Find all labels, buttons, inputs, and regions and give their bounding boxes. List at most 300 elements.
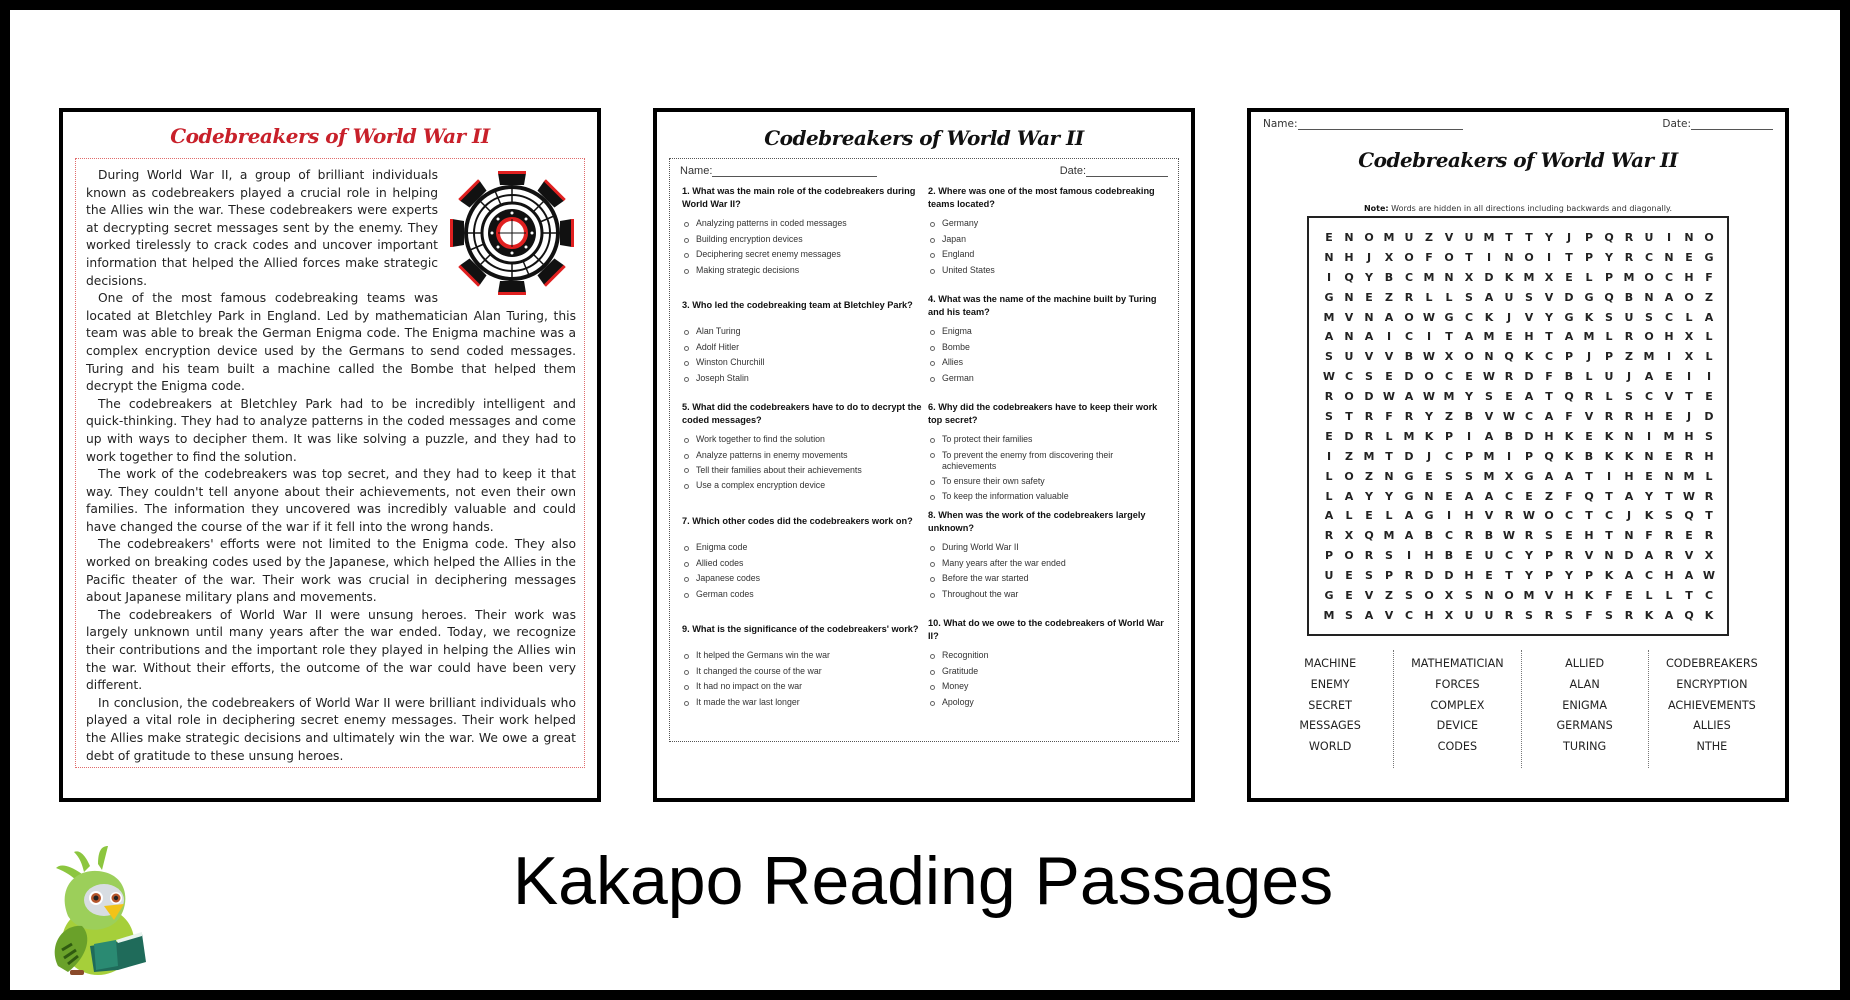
- answer-option[interactable]: Gratitude: [928, 664, 1168, 680]
- grid-letter[interactable]: H: [1524, 330, 1534, 344]
- grid-letter[interactable]: N: [1624, 429, 1634, 443]
- grid-letter[interactable]: R: [1404, 290, 1414, 304]
- grid-letter[interactable]: K: [1504, 270, 1514, 284]
- grid-letter[interactable]: I: [1646, 429, 1652, 443]
- grid-letter[interactable]: W: [1382, 390, 1396, 404]
- grid-letter[interactable]: K: [1604, 569, 1614, 583]
- grid-letter[interactable]: S: [1525, 290, 1533, 304]
- grid-letter[interactable]: N: [1664, 469, 1674, 483]
- grid-letter[interactable]: Z: [1365, 469, 1373, 483]
- grid-letter[interactable]: M: [1623, 270, 1635, 284]
- grid-letter[interactable]: Y: [1605, 250, 1613, 264]
- grid-letter[interactable]: C: [1644, 390, 1654, 404]
- grid-letter[interactable]: W: [1502, 410, 1516, 424]
- grid-letter[interactable]: K: [1704, 608, 1714, 622]
- grid-letter[interactable]: E: [1465, 370, 1473, 384]
- grid-letter[interactable]: O: [1444, 250, 1454, 264]
- answer-option[interactable]: To ensure their own safety: [928, 474, 1168, 490]
- grid-letter[interactable]: I: [1326, 270, 1332, 284]
- grid-letter[interactable]: W: [1502, 529, 1516, 543]
- grid-letter[interactable]: R: [1524, 529, 1534, 543]
- answer-option[interactable]: England: [928, 247, 1168, 263]
- grid-letter[interactable]: N: [1424, 489, 1434, 503]
- grid-letter[interactable]: N: [1664, 250, 1674, 264]
- answer-option[interactable]: Work together to find the solution: [682, 432, 928, 448]
- grid-letter[interactable]: E: [1565, 529, 1573, 543]
- grid-letter[interactable]: D: [1524, 370, 1534, 384]
- answer-option[interactable]: During World War II: [928, 540, 1168, 556]
- grid-letter[interactable]: J: [1506, 310, 1512, 324]
- grid-letter[interactable]: F: [1705, 270, 1713, 284]
- grid-letter[interactable]: U: [1504, 290, 1514, 304]
- grid-letter[interactable]: P: [1584, 231, 1594, 244]
- grid-letter[interactable]: F: [1385, 410, 1393, 424]
- grid-letter[interactable]: F: [1565, 489, 1573, 503]
- grid-letter[interactable]: K: [1424, 429, 1434, 443]
- grid-letter[interactable]: S: [1345, 608, 1353, 622]
- grid-letter[interactable]: Q: [1564, 390, 1574, 404]
- grid-letter[interactable]: M: [1483, 330, 1495, 344]
- grid-letter[interactable]: Z: [1625, 350, 1633, 364]
- grid-letter[interactable]: X: [1444, 350, 1454, 364]
- grid-letter[interactable]: P: [1544, 569, 1554, 583]
- grid-letter[interactable]: C: [1564, 509, 1574, 523]
- grid-letter[interactable]: S: [1465, 290, 1473, 304]
- grid-letter[interactable]: U: [1484, 549, 1494, 563]
- grid-letter[interactable]: A: [1524, 390, 1534, 404]
- grid-letter[interactable]: S: [1445, 469, 1453, 483]
- grid-letter[interactable]: C: [1544, 350, 1554, 364]
- grid-letter[interactable]: A: [1404, 529, 1414, 543]
- grid-letter[interactable]: A: [1324, 509, 1334, 523]
- grid-letter[interactable]: M: [1523, 589, 1535, 603]
- grid-letter[interactable]: A: [1384, 310, 1394, 324]
- grid-letter[interactable]: E: [1365, 509, 1373, 523]
- grid-letter[interactable]: Z: [1545, 489, 1553, 503]
- grid-letter[interactable]: N: [1324, 250, 1334, 264]
- grid-letter[interactable]: I: [1546, 250, 1552, 264]
- answer-option[interactable]: Money: [928, 679, 1168, 695]
- answer-option[interactable]: Making strategic decisions: [682, 263, 928, 279]
- grid-letter[interactable]: O: [1644, 270, 1654, 284]
- grid-letter[interactable]: A: [1564, 330, 1574, 344]
- grid-letter[interactable]: I: [1506, 449, 1512, 463]
- grid-letter[interactable]: R: [1664, 529, 1674, 543]
- grid-letter[interactable]: P: [1584, 569, 1594, 583]
- grid-letter[interactable]: M: [1363, 449, 1375, 463]
- grid-letter[interactable]: C: [1664, 310, 1674, 324]
- grid-letter[interactable]: O: [1364, 231, 1374, 244]
- grid-letter[interactable]: L: [1325, 489, 1333, 503]
- grid-letter[interactable]: R: [1604, 410, 1614, 424]
- grid-letter[interactable]: A: [1484, 290, 1494, 304]
- grid-letter[interactable]: L: [1325, 469, 1333, 483]
- grid-letter[interactable]: M: [1683, 469, 1695, 483]
- grid-letter[interactable]: Y: [1545, 310, 1553, 324]
- grid-letter[interactable]: P: [1324, 549, 1334, 563]
- grid-letter[interactable]: B: [1384, 270, 1394, 284]
- grid-letter[interactable]: Y: [1365, 489, 1373, 503]
- grid-letter[interactable]: F: [1565, 410, 1573, 424]
- grid-letter[interactable]: U: [1644, 231, 1654, 244]
- grid-letter[interactable]: V: [1444, 231, 1454, 244]
- grid-letter[interactable]: A: [1644, 549, 1654, 563]
- grid-letter[interactable]: M: [1423, 270, 1435, 284]
- grid-letter[interactable]: F: [1645, 529, 1653, 543]
- grid-letter[interactable]: X: [1344, 529, 1354, 543]
- grid-letter[interactable]: V: [1584, 410, 1594, 424]
- grid-letter[interactable]: F: [1605, 589, 1613, 603]
- grid-letter[interactable]: S: [1325, 350, 1333, 364]
- grid-letter[interactable]: R: [1404, 569, 1414, 583]
- grid-letter[interactable]: R: [1664, 549, 1674, 563]
- answer-option[interactable]: Use a complex encryption device: [682, 478, 928, 494]
- grid-letter[interactable]: N: [1344, 290, 1354, 304]
- grid-letter[interactable]: B: [1404, 350, 1414, 364]
- grid-letter[interactable]: R: [1364, 549, 1374, 563]
- answer-option[interactable]: Throughout the war: [928, 587, 1168, 603]
- grid-letter[interactable]: E: [1345, 569, 1353, 583]
- grid-letter[interactable]: S: [1665, 509, 1673, 523]
- grid-letter[interactable]: E: [1665, 370, 1673, 384]
- grid-letter[interactable]: B: [1484, 529, 1494, 543]
- grid-letter[interactable]: M: [1483, 469, 1495, 483]
- grid-letter[interactable]: H: [1664, 569, 1674, 583]
- grid-letter[interactable]: C: [1444, 529, 1454, 543]
- answer-option[interactable]: German: [928, 371, 1168, 387]
- grid-letter[interactable]: C: [1444, 449, 1454, 463]
- grid-letter[interactable]: Y: [1525, 569, 1533, 583]
- answer-option[interactable]: Recognition: [928, 648, 1168, 664]
- grid-letter[interactable]: X: [1444, 608, 1454, 622]
- answer-option[interactable]: Allied codes: [682, 556, 928, 572]
- grid-letter[interactable]: A: [1664, 290, 1674, 304]
- grid-letter[interactable]: D: [1344, 429, 1354, 443]
- answer-option[interactable]: Tell their families about their achievements: [682, 463, 928, 478]
- grid-letter[interactable]: E: [1385, 370, 1393, 384]
- grid-letter[interactable]: D: [1404, 370, 1414, 384]
- answer-option[interactable]: United States: [928, 263, 1168, 279]
- grid-letter[interactable]: W: [1322, 370, 1336, 384]
- answer-option[interactable]: Apology: [928, 695, 1168, 711]
- grid-letter[interactable]: L: [1585, 370, 1593, 384]
- grid-letter[interactable]: Y: [1525, 549, 1533, 563]
- grid-letter[interactable]: Q: [1604, 290, 1614, 304]
- grid-letter[interactable]: E: [1485, 569, 1493, 583]
- grid-letter[interactable]: M: [1323, 608, 1335, 622]
- grid-letter[interactable]: W: [1682, 489, 1696, 503]
- grid-letter[interactable]: E: [1425, 469, 1433, 483]
- grid-letter[interactable]: H: [1344, 250, 1354, 264]
- grid-letter[interactable]: U: [1324, 569, 1334, 583]
- answer-option[interactable]: Adolf Hitler: [682, 340, 928, 356]
- grid-letter[interactable]: R: [1404, 410, 1414, 424]
- grid-letter[interactable]: X: [1544, 270, 1554, 284]
- grid-letter[interactable]: H: [1624, 469, 1634, 483]
- grid-letter[interactable]: V: [1484, 509, 1494, 523]
- grid-letter[interactable]: R: [1704, 529, 1714, 543]
- grid-letter[interactable]: C: [1404, 330, 1414, 344]
- grid-letter[interactable]: I: [1666, 231, 1672, 244]
- grid-letter[interactable]: I: [1706, 370, 1712, 384]
- grid-letter[interactable]: G: [1404, 469, 1414, 483]
- grid-letter[interactable]: H: [1424, 608, 1434, 622]
- grid-letter[interactable]: N: [1684, 231, 1694, 244]
- grid-letter[interactable]: J: [1366, 250, 1372, 264]
- grid-letter[interactable]: I: [1326, 449, 1332, 463]
- grid-letter[interactable]: V: [1684, 549, 1694, 563]
- grid-letter[interactable]: F: [1545, 370, 1553, 384]
- answer-option[interactable]: It changed the course of the war: [682, 664, 928, 680]
- grid-letter[interactable]: M: [1483, 449, 1495, 463]
- grid-letter[interactable]: E: [1505, 330, 1513, 344]
- grid-letter[interactable]: I: [1386, 330, 1392, 344]
- grid-letter[interactable]: R: [1364, 429, 1374, 443]
- grid-letter[interactable]: J: [1566, 231, 1572, 244]
- grid-letter[interactable]: F: [1585, 608, 1593, 622]
- grid-letter[interactable]: E: [1445, 489, 1453, 503]
- grid-letter[interactable]: A: [1564, 469, 1574, 483]
- grid-letter[interactable]: D: [1484, 270, 1494, 284]
- grid-letter[interactable]: T: [1585, 509, 1593, 523]
- grid-letter[interactable]: I: [1446, 509, 1452, 523]
- grid-letter[interactable]: A: [1624, 489, 1634, 503]
- grid-letter[interactable]: S: [1645, 310, 1653, 324]
- grid-letter[interactable]: E: [1505, 390, 1513, 404]
- grid-letter[interactable]: T: [1565, 250, 1573, 264]
- grid-letter[interactable]: G: [1524, 469, 1534, 483]
- grid-letter[interactable]: M: [1443, 390, 1455, 404]
- grid-letter[interactable]: J: [1626, 370, 1632, 384]
- grid-letter[interactable]: K: [1564, 449, 1574, 463]
- grid-letter[interactable]: R: [1464, 529, 1474, 543]
- grid-letter[interactable]: N: [1384, 469, 1394, 483]
- grid-letter[interactable]: R: [1324, 390, 1334, 404]
- grid-letter[interactable]: K: [1584, 310, 1594, 324]
- answer-option[interactable]: Analyzing patterns in coded messages: [682, 216, 928, 232]
- grid-letter[interactable]: N: [1364, 310, 1374, 324]
- answer-option[interactable]: Germany: [928, 216, 1168, 232]
- grid-letter[interactable]: B: [1464, 410, 1474, 424]
- grid-letter[interactable]: S: [1705, 429, 1713, 443]
- grid-letter[interactable]: I: [1606, 469, 1612, 483]
- answer-option[interactable]: It had no impact on the war: [682, 679, 928, 695]
- grid-letter[interactable]: C: [1704, 589, 1714, 603]
- grid-letter[interactable]: E: [1665, 410, 1673, 424]
- grid-letter[interactable]: O: [1704, 231, 1714, 244]
- grid-letter[interactable]: A: [1484, 489, 1494, 503]
- grid-letter[interactable]: Q: [1684, 608, 1694, 622]
- grid-letter[interactable]: E: [1465, 549, 1473, 563]
- grid-letter[interactable]: O: [1644, 330, 1654, 344]
- grid-letter[interactable]: K: [1644, 509, 1654, 523]
- grid-letter[interactable]: D: [1444, 569, 1454, 583]
- grid-letter[interactable]: R: [1324, 529, 1334, 543]
- grid-letter[interactable]: T: [1385, 449, 1393, 463]
- grid-letter[interactable]: T: [1545, 330, 1553, 344]
- grid-letter[interactable]: L: [1345, 509, 1353, 523]
- grid-letter[interactable]: E: [1665, 449, 1673, 463]
- grid-letter[interactable]: S: [1365, 370, 1373, 384]
- grid-letter[interactable]: R: [1584, 390, 1594, 404]
- grid-letter[interactable]: T: [1585, 469, 1593, 483]
- grid-letter[interactable]: E: [1565, 270, 1573, 284]
- grid-letter[interactable]: Z: [1345, 449, 1353, 463]
- grid-letter[interactable]: Q: [1584, 489, 1594, 503]
- grid-letter[interactable]: R: [1624, 608, 1634, 622]
- answer-option[interactable]: Building encryption devices: [682, 232, 928, 248]
- grid-letter[interactable]: R: [1704, 489, 1714, 503]
- grid-letter[interactable]: K: [1584, 589, 1594, 603]
- grid-letter[interactable]: G: [1404, 489, 1414, 503]
- grid-letter[interactable]: X: [1444, 589, 1454, 603]
- grid-letter[interactable]: S: [1525, 608, 1533, 622]
- grid-letter[interactable]: C: [1644, 569, 1654, 583]
- grid-letter[interactable]: Q: [1344, 270, 1354, 284]
- grid-letter[interactable]: M: [1383, 231, 1395, 244]
- grid-letter[interactable]: L: [1705, 350, 1713, 364]
- grid-letter[interactable]: A: [1404, 390, 1414, 404]
- grid-letter[interactable]: A: [1624, 569, 1634, 583]
- grid-letter[interactable]: P: [1564, 350, 1574, 364]
- grid-letter[interactable]: E: [1345, 589, 1353, 603]
- grid-letter[interactable]: O: [1464, 350, 1474, 364]
- grid-letter[interactable]: D: [1364, 390, 1374, 404]
- grid-letter[interactable]: A: [1364, 330, 1374, 344]
- answer-option[interactable]: Analyze patterns in enemy movements: [682, 448, 928, 464]
- answer-option[interactable]: German codes: [682, 587, 928, 603]
- grid-letter[interactable]: M: [1383, 529, 1395, 543]
- grid-letter[interactable]: M: [1663, 429, 1675, 443]
- grid-letter[interactable]: O: [1544, 509, 1554, 523]
- grid-letter[interactable]: G: [1324, 290, 1334, 304]
- grid-letter[interactable]: I: [1686, 370, 1692, 384]
- grid-letter[interactable]: U: [1624, 310, 1634, 324]
- answer-option[interactable]: Alan Turing: [682, 324, 928, 340]
- grid-letter[interactable]: M: [1523, 270, 1535, 284]
- grid-letter[interactable]: G: [1704, 250, 1714, 264]
- grid-letter[interactable]: K: [1624, 449, 1634, 463]
- grid-letter[interactable]: R: [1364, 410, 1374, 424]
- grid-letter[interactable]: R: [1624, 330, 1634, 344]
- grid-letter[interactable]: L: [1385, 509, 1393, 523]
- grid-letter[interactable]: R: [1504, 370, 1514, 384]
- answer-option[interactable]: It made the war last longer: [682, 695, 928, 711]
- grid-letter[interactable]: N: [1644, 449, 1654, 463]
- grid-letter[interactable]: C: [1344, 370, 1354, 384]
- grid-letter[interactable]: T: [1505, 231, 1513, 244]
- grid-letter[interactable]: K: [1644, 608, 1654, 622]
- grid-letter[interactable]: I: [1466, 429, 1472, 443]
- grid-letter[interactable]: V: [1664, 390, 1674, 404]
- grid-letter[interactable]: B: [1444, 549, 1454, 563]
- grid-letter[interactable]: U: [1604, 370, 1614, 384]
- grid-letter[interactable]: E: [1585, 429, 1593, 443]
- grid-letter[interactable]: M: [1483, 231, 1495, 244]
- grid-letter[interactable]: L: [1685, 310, 1693, 324]
- answer-option[interactable]: To keep the information valuable: [928, 489, 1168, 505]
- answer-option[interactable]: Japan: [928, 232, 1168, 248]
- grid-letter[interactable]: Y: [1645, 489, 1653, 503]
- grid-letter[interactable]: E: [1685, 529, 1693, 543]
- answer-option[interactable]: To protect their families: [928, 432, 1168, 448]
- grid-letter[interactable]: H: [1564, 589, 1574, 603]
- grid-letter[interactable]: Q: [1364, 529, 1374, 543]
- grid-letter[interactable]: A: [1464, 489, 1474, 503]
- grid-letter[interactable]: N: [1504, 250, 1514, 264]
- grid-letter[interactable]: S: [1625, 390, 1633, 404]
- grid-letter[interactable]: S: [1465, 589, 1473, 603]
- grid-letter[interactable]: N: [1624, 529, 1634, 543]
- grid-letter[interactable]: V: [1344, 310, 1354, 324]
- grid-letter[interactable]: M: [1323, 310, 1335, 324]
- grid-letter[interactable]: P: [1384, 569, 1394, 583]
- grid-letter[interactable]: L: [1665, 589, 1673, 603]
- grid-letter[interactable]: I: [1406, 549, 1412, 563]
- grid-letter[interactable]: U: [1344, 350, 1354, 364]
- grid-letter[interactable]: U: [1464, 231, 1474, 244]
- grid-letter[interactable]: A: [1664, 608, 1674, 622]
- grid-letter[interactable]: N: [1604, 549, 1614, 563]
- grid-letter[interactable]: X: [1684, 330, 1694, 344]
- grid-letter[interactable]: X: [1684, 350, 1694, 364]
- grid-letter[interactable]: N: [1644, 290, 1654, 304]
- grid-letter[interactable]: U: [1404, 231, 1414, 244]
- grid-letter[interactable]: A: [1344, 489, 1354, 503]
- grid-letter[interactable]: S: [1485, 390, 1493, 404]
- grid-letter[interactable]: L: [1605, 330, 1613, 344]
- answer-option[interactable]: Enigma: [928, 324, 1168, 340]
- grid-letter[interactable]: S: [1545, 529, 1553, 543]
- grid-letter[interactable]: H: [1684, 429, 1694, 443]
- grid-letter[interactable]: E: [1705, 390, 1713, 404]
- grid-letter[interactable]: T: [1545, 390, 1553, 404]
- grid-letter[interactable]: T: [1665, 489, 1673, 503]
- grid-letter[interactable]: H: [1424, 549, 1434, 563]
- grid-letter[interactable]: W: [1702, 569, 1716, 583]
- grid-letter[interactable]: L: [1605, 390, 1613, 404]
- grid-letter[interactable]: O: [1524, 250, 1534, 264]
- grid-letter[interactable]: H: [1584, 529, 1594, 543]
- grid-letter[interactable]: I: [1666, 350, 1672, 364]
- grid-letter[interactable]: Z: [1385, 290, 1393, 304]
- grid-letter[interactable]: T: [1505, 569, 1513, 583]
- grid-letter[interactable]: E: [1325, 429, 1333, 443]
- grid-letter[interactable]: E: [1685, 250, 1693, 264]
- grid-letter[interactable]: Z: [1445, 410, 1453, 424]
- answer-option[interactable]: Before the war started: [928, 571, 1168, 587]
- grid-letter[interactable]: Y: [1425, 410, 1433, 424]
- grid-letter[interactable]: R: [1624, 410, 1634, 424]
- grid-letter[interactable]: T: [1605, 489, 1613, 503]
- grid-letter[interactable]: M: [1583, 330, 1595, 344]
- grid-letter[interactable]: V: [1544, 290, 1554, 304]
- grid-letter[interactable]: O: [1424, 370, 1434, 384]
- grid-letter[interactable]: J: [1626, 509, 1632, 523]
- grid-letter[interactable]: C: [1524, 410, 1534, 424]
- grid-letter[interactable]: Q: [1544, 449, 1554, 463]
- grid-letter[interactable]: V: [1524, 310, 1534, 324]
- grid-letter[interactable]: X: [1384, 250, 1394, 264]
- grid-letter[interactable]: S: [1325, 410, 1333, 424]
- grid-letter[interactable]: A: [1644, 370, 1654, 384]
- grid-letter[interactable]: G: [1324, 589, 1334, 603]
- grid-letter[interactable]: M: [1643, 350, 1655, 364]
- grid-letter[interactable]: D: [1524, 429, 1534, 443]
- grid-letter[interactable]: E: [1325, 231, 1333, 244]
- grid-letter[interactable]: C: [1504, 489, 1514, 503]
- grid-letter[interactable]: L: [1705, 469, 1713, 483]
